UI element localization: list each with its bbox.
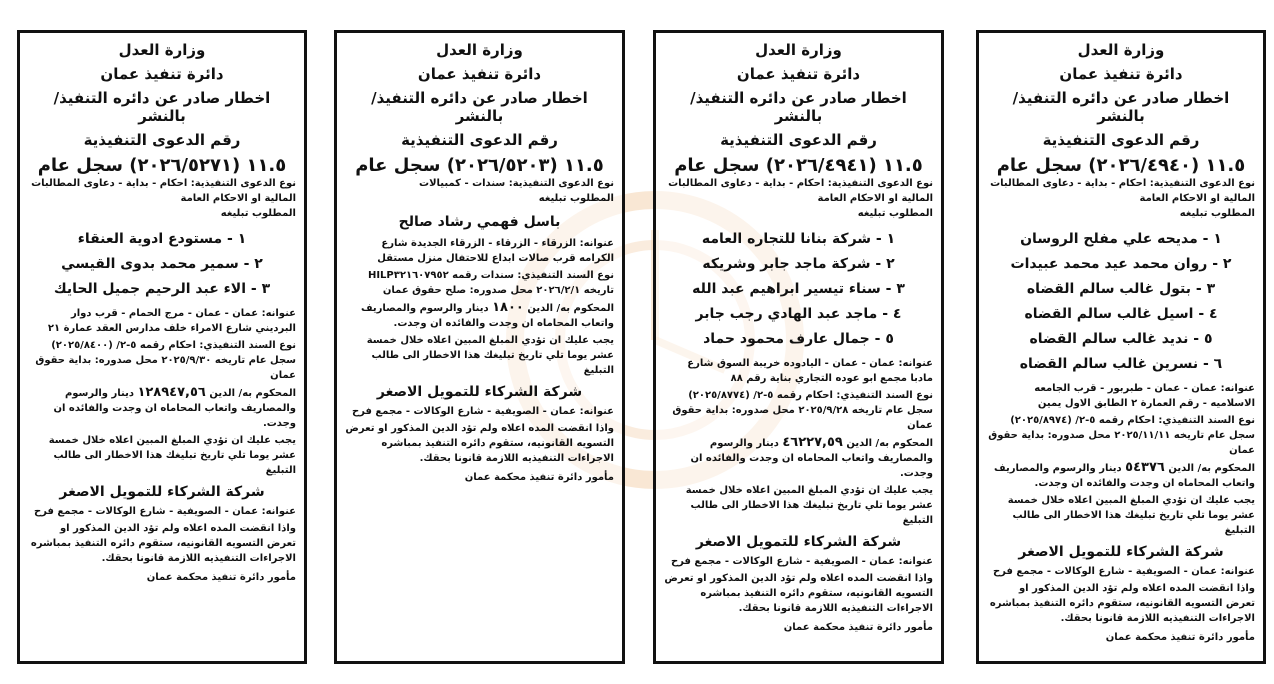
party-item: ٣ - بتول غالب سالم القضاه [1026, 281, 1216, 297]
case-type: نوع الدعوى التنفيذية: سندات - كمبيالات [419, 178, 614, 189]
ministry-title: وزارة العدل [1077, 41, 1165, 59]
required-label: المطلوب تبليغه [538, 193, 614, 204]
case-heading: رقم الدعوى التنفيذية [401, 131, 558, 149]
party-item: ٥ - نديد غالب سالم القضاه [1029, 331, 1213, 347]
creditor-address: عنوانه: عمان - الصويفية - شارع الوكالات - مجمع فرح [351, 406, 614, 417]
creditor-address: عنوانه: عمان - الصويفية - شارع الوكالات - مجمع فرح [33, 506, 296, 517]
notice-case-4941 [653, 30, 944, 664]
amount-text [345, 300, 614, 331]
footer-signature: مأمور دائرة تنفيذ محكمة عمان [146, 572, 296, 583]
case-number: ١١.٥ (٢٠٢٦/٥٢٧١) سجل عام [37, 155, 287, 176]
amount-value: ٤٦٢٢٧,٥٩ [782, 435, 843, 450]
department-title: دائرة تنفيذ عمان [1059, 65, 1183, 83]
address-text: عنوانه: عمان - عمان - مرج الحمام - قرب دوار البرديني شارع الامراء خلف مدارس العقد عمارة ٢١ [47, 308, 296, 334]
notice-case-4940 [976, 30, 1266, 664]
amount-suffix: دينار والرسوم والمصاريف واتعاب المحاماه ان وجدت والفائده ان وجدت. [360, 303, 614, 329]
amount-value: ١٨٠٠ [492, 300, 524, 315]
case-heading: رقم الدعوى التنفيذية [83, 131, 241, 149]
notice-case-5271 [17, 30, 307, 664]
party-item: ١ - شركة بنانا للتجاره العامه [701, 231, 896, 247]
address-text: عنوانه: عمان - عمان - طبربور - قرب الجامعه الاسلاميه - رقم العمارة ٢ الطابق الاول يمين [1034, 383, 1255, 409]
ministry-title: وزارة العدل [118, 41, 206, 59]
address-text: عنوانه: الزرقاء - الزرقاء - الزرقاء الجديدة شارع الكرامه قرب صالات ابداع للاحتفال منزل مستقل [377, 238, 614, 264]
party-item: ٢ - سمير محمد بدوى القيسي [61, 256, 263, 272]
parties-list [987, 227, 1255, 377]
case-type: نوع الدعوى التنفيذية: احكام - بداية - دعاوى المطالبات المالية او الاحكام العامة [990, 178, 1255, 204]
creditor-address: عنوانه: عمان - الصويفية - شارع الوكالات - مجمع فرح [670, 556, 933, 567]
announcement-title: اخطار صادر عن دائره التنفيذ/ بالنشر [1012, 89, 1230, 125]
case-number: ١١.٥ (٢٠٢٦/٤٩٤٠) سجل عام [996, 155, 1246, 176]
amount-prefix: المحكوم به/ الدين [1168, 463, 1255, 474]
amount-value: ١٢٨٩٤٧,٥٦ [137, 385, 206, 400]
department-title: دائرة تنفيذ عمان [100, 65, 224, 83]
footer-signature: مأمور دائرة تنفيذ محكمة عمان [783, 622, 933, 633]
demand-text: يجب عليك ان تؤدي المبلغ المبين اعلاه خلال خمسة عشر يوما تلي تاريخ تبليغك هذا الاخطار الى طالب التبليغ [685, 485, 933, 526]
case-type: نوع الدعوى التنفيذية: احكام - بداية - دعاوى المطالبات المالية او الاحكام العامة [31, 178, 296, 204]
debtor-name: باسل فهمي رشاد صالح [398, 214, 561, 230]
amount-text [987, 460, 1255, 491]
ministry-title: وزارة العدل [755, 41, 842, 59]
warning-text: واذا انقضت المده اعلاه ولم تؤد الدين المذكور او تعرض التسويه القانونيه، ستقوم دائره التنفيذ بمباشره الاجراءات التنفيذيه اللازمة قانونا بحقك. [989, 583, 1255, 624]
announcement-title: اخطار صادر عن دائره التنفيذ/ بالنشر [371, 89, 588, 125]
required-label: المطلوب تبليغه [1179, 208, 1255, 219]
amount-prefix: المحكوم به/ الدين [846, 438, 933, 449]
bond-text: نوع السند التنفيذي: سندات رقمه HILP٣٢١٦٠٧٩٥٢ تاريخه ٢٠٢٦/٢/١ محل صدوره: صلح حقوق عمان [367, 270, 614, 296]
demand-text: يجب عليك ان تؤدي المبلغ المبين اعلاه خلال خمسة عشر يوما تلي تاريخ تبليغك هذا الاخطار الى طالب التبليغ [1007, 495, 1255, 536]
ministry-title: وزارة العدل [436, 41, 523, 59]
case-heading: رقم الدعوى التنفيذية [720, 131, 877, 149]
party-item: ٢ - شركة ماجد جابر وشريكه [702, 256, 895, 272]
bond-text: نوع السند التنفيذي: احكام رقمه ٥-٢/ (٢٠٢٥/٨٧٧٤) سجل عام تاريخه ٢٠٢٥/٩/٢٨ محل صدوره: بداية حقوق عمان [672, 390, 933, 431]
demand-text: يجب عليك ان تؤدي المبلغ المبين اعلاه خلال خمسة عشر يوما تلي تاريخ تبليغك هذا الاخطار الى طالب التبليغ [366, 335, 614, 376]
required-label: المطلوب تبليغه [220, 208, 296, 219]
creditor-name: شركة الشركاء للتمويل الاصغر [1018, 544, 1224, 560]
creditor-name: شركة الشركاء للتمويل الاصغر [376, 384, 583, 400]
party-item: ٣ - سناء تيسير ابراهيم عبد الله [692, 281, 905, 297]
demand-text: يجب عليك ان تؤدي المبلغ المبين اعلاه خلال خمسة عشر يوما تلي تاريخ تبليغك هذا الاخطار الى طالب التبليغ [48, 435, 296, 476]
party-item: ٥ - جمال عارف محمود حماد [703, 331, 894, 347]
footer-signature: مأمور دائرة تنفيذ محكمة عمان [464, 472, 614, 483]
party-item: ٣ - الاء عبد الرحيم جميل الحايك [53, 281, 271, 297]
bond-text: نوع السند التنفيذي: احكام رقمه ٥-٢/ (٢٠٢٥/٨٤٠٠) سجل عام تاريخه ٢٠٢٥/٩/٣٠ محل صدوره: بداية حقوق عمان [35, 340, 296, 381]
party-item: ١ - مديحه علي مفلح الروسان [1020, 231, 1222, 247]
amount-suffix: دينار والرسوم والمصاريف واتعاب المحاماه ان وجدت والفائده ان وجدت. [690, 438, 933, 479]
party-item: ٢ - روان محمد عيد محمد عبيدات [1010, 256, 1232, 272]
parties-list [28, 227, 296, 302]
creditor-address: عنوانه: عمان - الصويفية - شارع الوكالات - مجمع فرح [992, 566, 1255, 577]
amount-prefix: المحكوم به/ الدين [527, 303, 614, 314]
case-number: ١١.٥ (٢٠٢٦/٥٢٠٣) سجل عام [355, 155, 604, 176]
amount-prefix: المحكوم به/ الدين [209, 388, 296, 399]
announcement-title: اخطار صادر عن دائره التنفيذ/ بالنشر [53, 89, 271, 125]
party-item: ٤ - اسيل غالب سالم القضاه [1024, 306, 1218, 322]
creditor-name: شركة الشركاء للتمويل الاصغر [59, 484, 265, 500]
warning-text: واذا انقضت المده اعلاه ولم تؤد الدين المذكور او تعرض التسويه القانونيه، ستقوم دائره التنفيذ بمباشره الاجراءات التنفيذيه اللازمة قانونا بحقك. [345, 423, 614, 464]
required-label: المطلوب تبليغه [857, 208, 933, 219]
case-type: نوع الدعوى التنفيذية: احكام - بداية - دعاوى المطالبات المالية او الاحكام العامة [668, 178, 933, 204]
case-number: ١١.٥ (٢٠٢٦/٤٩٤١) سجل عام [674, 155, 923, 176]
parties-list [664, 227, 933, 352]
amount-suffix: دينار والرسوم والمصاريف واتعاب المحاماه ان وجدت والفائده ان وجدت. [994, 463, 1255, 489]
party-item: ٤ - ماجد عبد الهادي رجب جابر [695, 306, 902, 322]
creditor-name: شركة الشركاء للتمويل الاصغر [695, 534, 902, 550]
amount-value: ٥٤٣٧٦ [1125, 460, 1165, 475]
footer-signature: مأمور دائرة تنفيذ محكمة عمان [1105, 632, 1255, 643]
case-heading: رقم الدعوى التنفيذية [1042, 131, 1200, 149]
party-item: ٦ - نسرين غالب سالم القضاه [1019, 356, 1223, 372]
address-text: عنوانه: عمان - عمان - اليادوده خريبة السوق شارع مادبا مجمع ابو عوده التجاري بناية رقم ٨٨ [687, 358, 933, 384]
bond-text: نوع السند التنفيذي: احكام رقمه ٥-٢/ (٢٠٢٥/٨٩٧٤) سجل عام تاريخه ٢٠٢٥/١١/١١ محل صدوره: بداية حقوق عمان [988, 415, 1255, 456]
notice-case-5203 [334, 30, 625, 664]
amount-suffix: دينار والرسوم والمصاريف واتعاب المحاماه ان وجدت والفائده ان وجدت. [53, 388, 296, 429]
amount-text [664, 435, 933, 481]
amount-text [28, 385, 296, 431]
warning-text: واذا انقضت المده اعلاه ولم تؤد الدين المذكور او تعرض التسويه القانونيه، ستقوم دائره التنفيذ بمباشره الاجراءات التنفيذيه اللازمة قانونا بحقك. [30, 523, 296, 564]
warning-text: واذا انقضت المده اعلاه ولم تؤد الدين المذكور او تعرض التسويه القانونيه، ستقوم دائره التنفيذ بمباشره الاجراءات التنفيذيه اللازمة قانونا بحقك. [664, 573, 933, 614]
department-title: دائرة تنفيذ عمان [417, 65, 542, 83]
announcement-title: اخطار صادر عن دائره التنفيذ/ بالنشر [690, 89, 907, 125]
department-title: دائرة تنفيذ عمان [736, 65, 861, 83]
party-item: ١ - مستودع ادوية العنقاء [77, 231, 247, 247]
